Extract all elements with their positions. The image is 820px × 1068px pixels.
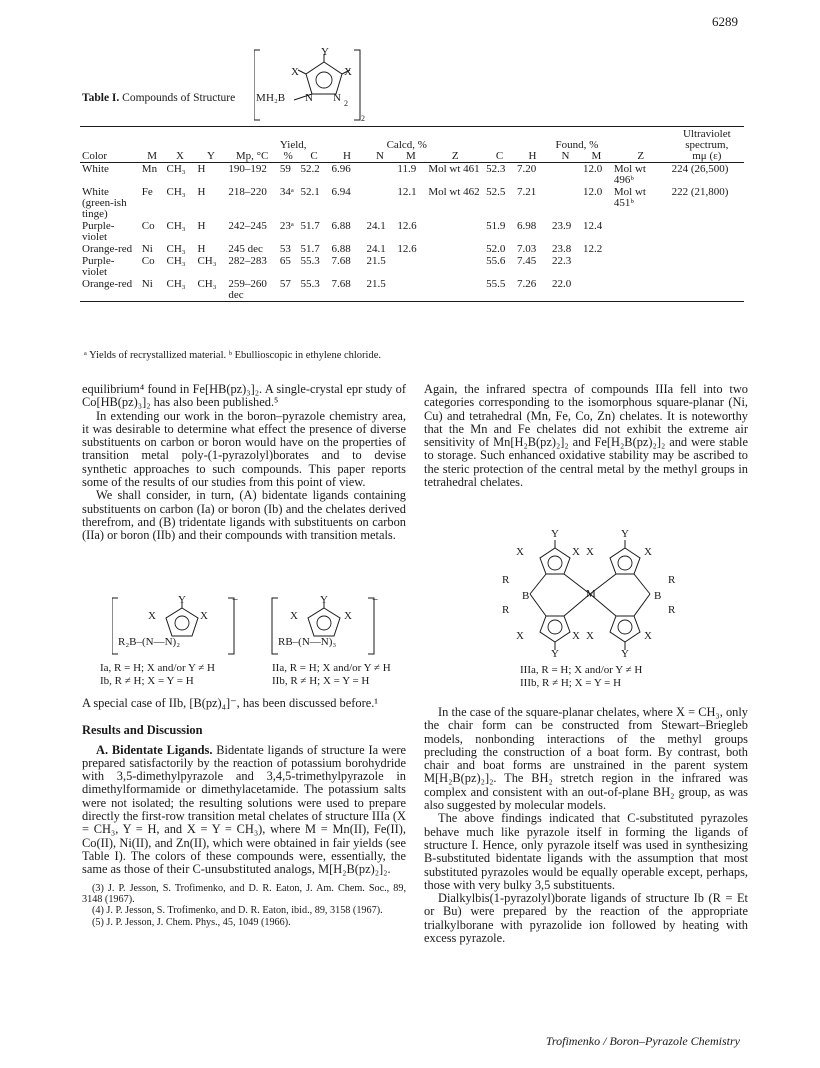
struct-label-r: R bbox=[502, 574, 510, 586]
table-cell: 242–245 bbox=[228, 220, 267, 232]
table-cell: 222 (21,800) bbox=[671, 186, 729, 198]
table-row bbox=[80, 186, 744, 220]
table-cell: H bbox=[197, 186, 206, 198]
table-cell: 21.5 bbox=[366, 255, 386, 267]
struct-inner-I: R₂B–(N—N)₂ bbox=[118, 636, 181, 648]
structure-IIa-label: IIa, R = H; X and/or Y ≠ H bbox=[272, 662, 391, 674]
col-header: N bbox=[375, 150, 384, 162]
table-cell: Orange-red bbox=[82, 243, 133, 255]
struct-label-minus: − bbox=[372, 594, 379, 606]
col-header: Color bbox=[82, 150, 108, 162]
table-cell: 12.4 bbox=[582, 220, 603, 232]
struct-label-y: Y bbox=[551, 528, 559, 540]
table-cell: 23.9 bbox=[552, 220, 572, 232]
table-cell bbox=[426, 220, 484, 243]
col-header: N bbox=[561, 150, 570, 162]
table-caption bbox=[82, 92, 235, 104]
table-cell: 6.88 bbox=[331, 243, 351, 255]
col-header: H bbox=[528, 150, 537, 162]
table-cell: CH₃ bbox=[197, 278, 217, 290]
table-cell: 245 dec bbox=[228, 243, 263, 255]
structure-Ib-label: Ib, R ≠ H; X = Y = H bbox=[100, 675, 194, 687]
section-heading: Results and Discussion bbox=[82, 723, 203, 738]
table-footnote: ᵃ Yields of recrystallized material. ᵇ Ebullioscopic in ethylene chloride. bbox=[84, 350, 382, 361]
table-cell: 23ᵃ bbox=[279, 220, 294, 232]
struct-label-y: Y bbox=[320, 594, 328, 606]
table-cell: 65 bbox=[279, 255, 291, 267]
paragraph bbox=[82, 744, 406, 877]
table-cell bbox=[426, 278, 484, 302]
table-cell: 218–220 bbox=[228, 186, 267, 198]
table-cell bbox=[581, 278, 612, 302]
struct-label-r: R bbox=[668, 574, 676, 586]
table-cell: CH₃ bbox=[166, 278, 186, 290]
table-cell: 55.5 bbox=[486, 278, 506, 290]
struct-label-x: X bbox=[516, 546, 524, 558]
uv-header-2: spectrum, bbox=[685, 139, 729, 151]
table-cell: 55.3 bbox=[300, 255, 320, 267]
col-header: % bbox=[283, 150, 293, 162]
table-cell: 12.6 bbox=[397, 220, 417, 232]
struct-label-x: X bbox=[291, 66, 299, 78]
structure-IIIb-label: IIIb, R ≠ H; X = Y = H bbox=[520, 677, 622, 689]
struct-label-x: X bbox=[644, 630, 652, 642]
table-cell: 22.3 bbox=[552, 255, 572, 267]
struct-label-y: Y bbox=[551, 648, 559, 660]
table-cell: 53 bbox=[279, 243, 291, 255]
reference: (5) J. P. Jesson, J. Chem. Phys., 45, 1049 (1966). bbox=[92, 916, 291, 928]
struct-label-x: X bbox=[572, 630, 580, 642]
table-cell: 259–260 dec bbox=[228, 278, 267, 301]
table-cell: 24.1 bbox=[366, 243, 386, 255]
table-cell: Mol wt 496ᵇ bbox=[613, 163, 646, 186]
struct-inner-II: RB–(N—N)₃ bbox=[278, 636, 337, 648]
col-header: X bbox=[176, 150, 184, 162]
table-caption-label: Table I. bbox=[82, 92, 120, 104]
table-cell: 21.5 bbox=[366, 278, 386, 290]
col-header: M bbox=[405, 150, 416, 162]
table-cell: 7.68 bbox=[331, 255, 351, 267]
table-cell: 6.98 bbox=[517, 220, 537, 232]
table-cell: H bbox=[197, 163, 206, 175]
struct-label-r: R bbox=[668, 604, 676, 616]
left-column-bottom bbox=[82, 697, 406, 928]
struct-label-b: B bbox=[654, 590, 662, 602]
struct-label-n: N bbox=[333, 92, 341, 104]
struct-label-sub: 2 bbox=[361, 114, 365, 123]
col-header: M bbox=[591, 150, 602, 162]
struct-label-n: N bbox=[305, 92, 313, 104]
table-cell: 7.20 bbox=[517, 163, 537, 175]
table-cell: 12.1 bbox=[397, 186, 417, 198]
uv-header-3: mμ (ε) bbox=[692, 150, 722, 162]
table-cell: 52.3 bbox=[486, 163, 506, 175]
col-header: C bbox=[310, 150, 318, 162]
subsection-heading: A. Bidentate Ligands. bbox=[96, 742, 213, 757]
table-cell: 12.6 bbox=[397, 243, 417, 255]
struct-label-x: X bbox=[344, 66, 352, 78]
table-cell: CH₃ bbox=[166, 220, 186, 232]
struct-label-x: X bbox=[200, 610, 208, 622]
running-footer: Trofimenko / Boron–Pyrazole Chemistry bbox=[545, 1034, 740, 1048]
paragraph: We shall consider, in turn, (A) bidentate ligands containing substituents on carbon (Ia) or boron (Ib) and the chelates derived therefrom, and (B) tridentate ligands with substituents on carbon (IIa) or boron (IIb) and their compounds with transition metals. bbox=[82, 488, 406, 543]
col-header: Z bbox=[637, 150, 645, 162]
col-header: Mp, °C bbox=[235, 150, 269, 162]
right-column-top bbox=[424, 383, 748, 489]
table-cell: 12.0 bbox=[582, 163, 603, 175]
struct-label-x: X bbox=[586, 546, 594, 558]
struct-label-x: X bbox=[516, 630, 524, 642]
references bbox=[82, 883, 406, 929]
table-cell: 52.0 bbox=[486, 243, 506, 255]
found-header: Found, % bbox=[555, 139, 599, 151]
table-cell bbox=[670, 278, 744, 302]
table-cell: 59 bbox=[279, 163, 291, 175]
table-row bbox=[80, 220, 744, 243]
table-cell: Co bbox=[141, 255, 155, 267]
table-cell: 7.21 bbox=[517, 186, 537, 198]
reference: (4) J. P. Jesson, S. Trofimenko, and D. R. Eaton, ibid., 89, 3158 (1967). bbox=[92, 905, 383, 917]
table-cell: 52.5 bbox=[486, 186, 506, 198]
struct-label-sub: 2 bbox=[344, 99, 348, 108]
struct-label-x: X bbox=[572, 546, 580, 558]
calcd-header: Calcd, % bbox=[386, 139, 427, 151]
paragraph: equilibrium⁴ found in Fe[HB(pz)₃]₂. A single-crystal epr study of Co[HB(pz)₃]₂ has also been published.⁵ bbox=[82, 382, 406, 410]
table-cell: 24.1 bbox=[366, 220, 386, 232]
compound-table bbox=[80, 126, 744, 302]
table-cell: 51.7 bbox=[300, 243, 320, 255]
table-cell: Fe bbox=[141, 186, 153, 198]
table-cell: CH₃ bbox=[197, 255, 217, 267]
table-cell bbox=[612, 255, 670, 278]
struct-label-r: R bbox=[502, 604, 510, 616]
page-number: 6289 bbox=[712, 14, 738, 29]
structure-Ia-label: Ia, R = H; X and/or Y ≠ H bbox=[100, 662, 215, 674]
paragraph-text: Bidentate ligands of structure Ia were prepared satisfactorily by the reaction of potassium borohydride with 3,5-dimethylpyrazole and 3,4,5-trimethylpyrazole in dimethylformamide or dimethylacetamide. The potassium salts were not isolated; the resulting solutions were used to prepare directly the first-row transition metal chelates of structure IIIa (X = CH₃, Y = H, and X = Y = CH₃), where M = Mn(II), Fe(II), Co(II), Ni(II), and Zn(II), which were obtained in fair yields (see Table I). The colors of these compounds were, essentially, the same as those of their C-unsubstituted analogs, M[H₂B(pz)₂]₂. bbox=[82, 742, 406, 877]
table-row bbox=[80, 255, 744, 278]
table-cell bbox=[426, 255, 484, 278]
table-cell: CH₃ bbox=[166, 243, 186, 255]
struct-label-y: Y bbox=[321, 46, 329, 58]
paragraph: In extending our work in the boron–pyrazole chemistry area, it was desirable to determine what effect the presence of diverse substituents on carbon or boron would have on the properties of transition metal poly-(1-pyrazolyl)borates and to devise synthetic approaches to such compounds. This paper reports some of the results of our studies from this point of view. bbox=[82, 408, 406, 490]
col-header: H bbox=[343, 150, 351, 162]
table-cell: 23.8 bbox=[552, 243, 572, 255]
right-column-bottom bbox=[424, 706, 748, 945]
paragraph: Again, the infrared spectra of compounds IIIa fell into two categories corresponding to the isomorphous square-planar (Ni, Cu) and tetrahedral (Mn, Fe, Co, Zn) chelates. It is noteworthy that the Mn and Fe chelates did not exhibit the extreme air sensitivity of Mn[H₂B(pz)₂]₂ and Fe[H₂B(pz)₂]₂ and were stable to storage. Such enhanced oxidative stability may be ascribed to the steric protection of the central metal by the methyl groups in tetrahedral chelates. bbox=[424, 382, 748, 490]
struct-label-b: B bbox=[522, 590, 530, 602]
table-cell: 7.68 bbox=[331, 278, 351, 290]
table-cell: 34ᵃ bbox=[279, 186, 294, 198]
table-cell: Mol wt 451ᵇ bbox=[613, 186, 646, 209]
table-cell: Mol wt 461 bbox=[428, 163, 480, 175]
table-cell bbox=[670, 243, 744, 255]
table-cell: 12.2 bbox=[582, 243, 603, 255]
structure-IIb-label: IIb, R ≠ H; X = Y = H bbox=[272, 675, 370, 687]
table-cell bbox=[670, 220, 744, 243]
left-column-top bbox=[82, 383, 406, 543]
table-cell: Purple-violet bbox=[82, 220, 115, 243]
table-cell: 51.7 bbox=[300, 220, 320, 232]
table-row bbox=[80, 243, 744, 255]
paragraph: Dialkylbis(1-pyrazolyl)borate ligands of structure Ib (R = Et or Bu) were prepared by the reaction of the appropriate trialkylborane with pyrazolide ion followed by heating with excess pyrazole. bbox=[424, 891, 748, 946]
col-header: Y bbox=[206, 150, 215, 162]
table-cell: Ni bbox=[141, 243, 153, 255]
table-cell: 6.96 bbox=[331, 163, 351, 175]
table-cell: H bbox=[197, 243, 206, 255]
table-cell: 52.2 bbox=[300, 163, 320, 175]
table-cell bbox=[612, 278, 670, 302]
reference: (3) J. P. Jesson, S. Trofimenko, and D. R. Eaton, J. Am. Chem. Soc., 89, 3148 (1967). bbox=[82, 882, 406, 905]
table-cell: 7.26 bbox=[517, 278, 537, 290]
table-cell: Orange-red bbox=[82, 278, 133, 290]
structure-IIIa-label: IIIa, R = H; X and/or Y ≠ H bbox=[520, 664, 643, 676]
struct-label-y: Y bbox=[621, 528, 629, 540]
table-cell: 11.9 bbox=[397, 163, 417, 175]
col-header: Z bbox=[451, 150, 459, 162]
table-cell: CH₃ bbox=[166, 255, 186, 267]
table-cell: 52.1 bbox=[300, 186, 320, 198]
table-cell: 22.0 bbox=[552, 278, 572, 290]
table-cell bbox=[612, 220, 670, 243]
table-cell: 57 bbox=[279, 278, 291, 290]
table-cell: CH₃ bbox=[166, 186, 186, 198]
table-cell: 51.9 bbox=[486, 220, 506, 232]
col-header: C bbox=[495, 150, 504, 162]
table-cell bbox=[365, 163, 396, 187]
uv-header-1: Ultraviolet bbox=[682, 128, 731, 140]
table-cell: Co bbox=[141, 220, 155, 232]
table-row bbox=[80, 163, 744, 187]
struct-label-y: Y bbox=[178, 594, 186, 606]
table-cell: Purple-violet bbox=[82, 255, 115, 278]
table-cell: 7.45 bbox=[517, 255, 537, 267]
table-cell bbox=[581, 255, 612, 278]
table-cell bbox=[550, 163, 581, 187]
struct-label-m: M bbox=[256, 92, 266, 104]
table-cell: White bbox=[82, 163, 109, 175]
struct-label-h2b: H₂B bbox=[266, 92, 286, 104]
table-cell: 55.6 bbox=[486, 255, 506, 267]
table-cell: 7.03 bbox=[517, 243, 537, 255]
yield-header: Yield, bbox=[279, 139, 307, 151]
table-cell: 12.0 bbox=[582, 186, 603, 198]
struct-label-x: X bbox=[586, 630, 594, 642]
table-cell: Mol wt 462 bbox=[428, 186, 480, 198]
table-cell: White (green-ish tinge) bbox=[82, 186, 127, 220]
table-row bbox=[80, 278, 744, 302]
struct-label-x: X bbox=[644, 546, 652, 558]
table-cell: 190–192 bbox=[228, 163, 267, 175]
struct-label-x: X bbox=[290, 610, 298, 622]
table-cell: 55.3 bbox=[300, 278, 320, 290]
table-cell bbox=[395, 278, 426, 302]
table-cell bbox=[670, 255, 744, 278]
paragraph: The above findings indicated that C-substituted pyrazoles behave much like pyrazole itself in forming the ligands of structure I. Hence, only pyrazole itself was used in synthesizing B-substituted bidentate ligands with the assumption that most substituted pyrazoles would be equally operable except, perhaps, those with very bulky 3,5 substituents. bbox=[424, 811, 748, 892]
col-header: M bbox=[147, 150, 158, 162]
table-cell: 282–283 bbox=[228, 255, 267, 267]
struct-label-x: X bbox=[344, 610, 352, 622]
paragraph: A special case of IIb, [B(pz)₄]⁻, has been discussed before.¹ bbox=[82, 696, 379, 710]
table-cell: H bbox=[197, 220, 206, 232]
table-cell: 6.94 bbox=[331, 186, 351, 198]
struct-label-x: X bbox=[148, 610, 156, 622]
struct-label-minus: − bbox=[232, 594, 239, 606]
table-cell: 6.88 bbox=[331, 220, 351, 232]
table-cell bbox=[395, 255, 426, 278]
struct-label-m: M bbox=[586, 588, 596, 600]
table-cell: CH₃ bbox=[166, 163, 186, 175]
struct-label-y: Y bbox=[621, 648, 629, 660]
table-cell bbox=[612, 243, 670, 255]
table-cell: Ni bbox=[141, 278, 153, 290]
table-cell: 224 (26,500) bbox=[671, 163, 729, 175]
table-caption-text: Compounds of Structure bbox=[122, 92, 236, 104]
table-cell bbox=[426, 243, 484, 255]
table-cell bbox=[365, 186, 396, 220]
table-cell: Mn bbox=[141, 163, 158, 175]
table-cell bbox=[550, 186, 581, 220]
paragraph: In the case of the square-planar chelates, where X = CH₃, only the chair form can be constructed from Stewart–Briegleb models, nonbonding interactions of the methyl groups precluding the construction of a boat form. By contrast, both chair and boat forms are unstrained in the parent system M[H₂B(pz)₂]₂. The BH₂ stretch region in the infrared was complex and consistent with an out-of-plane BH₂ group, as was also suggested by molecular models. bbox=[424, 705, 748, 813]
